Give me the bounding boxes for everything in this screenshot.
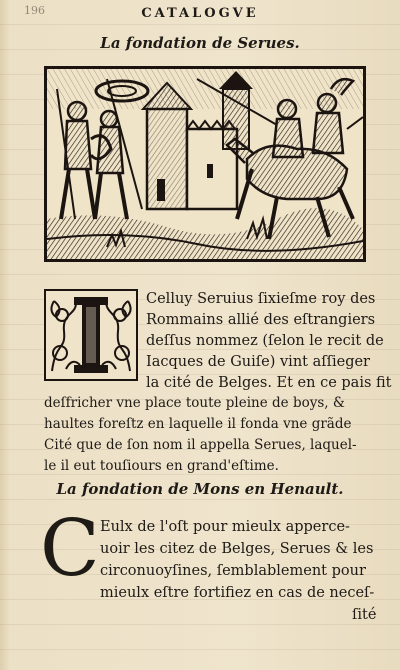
text-line: le il eut touſiours en grand'eſtime.	[44, 458, 279, 474]
text-line: Rommains allié des eſtrangiers	[146, 312, 376, 328]
text-line: Celluy Seruius ſixieſme roy des	[146, 291, 376, 307]
foliage-ornament-icon	[46, 291, 136, 379]
text-line: mieulx eſtre fortifiez en cas de neceſ-	[100, 585, 375, 601]
section-heading-serues: La fondation de Serues.	[100, 34, 300, 52]
text-line: deſfricher vne place toute pleine de boys, &	[44, 395, 345, 411]
text-line: haultes foreſtz en laquelle il fonda vne grãde	[44, 416, 352, 432]
siege-scene-woodcut	[47, 69, 363, 259]
woodcut-illustration	[44, 66, 366, 262]
text-line: ſité	[352, 607, 377, 623]
drop-cap-c: C	[40, 504, 100, 594]
text-line: Eulx de l'oſt pour mieulx apperce-	[100, 519, 350, 535]
text-line: circonuoyſines, ſemblablement pour	[100, 563, 366, 579]
text-line: Iacques de Guiſe) vint aſſieger	[146, 354, 370, 370]
text-line: Cité que de ſon nom il appella Serues, laquel-	[44, 437, 357, 453]
page-number: 196	[24, 4, 45, 17]
decorated-initial-i	[44, 289, 138, 381]
text-line: la cité de Belges. Et en ce pais fit	[146, 375, 392, 391]
section-heading-mons: La fondation de Mons en Henault.	[56, 480, 344, 498]
running-head: CATALOGVE	[141, 6, 259, 21]
text-line: deſſus nommez (ſelon le recit de	[146, 333, 384, 349]
text-line: uoir les citez de Belges, Serues & les	[100, 541, 374, 557]
